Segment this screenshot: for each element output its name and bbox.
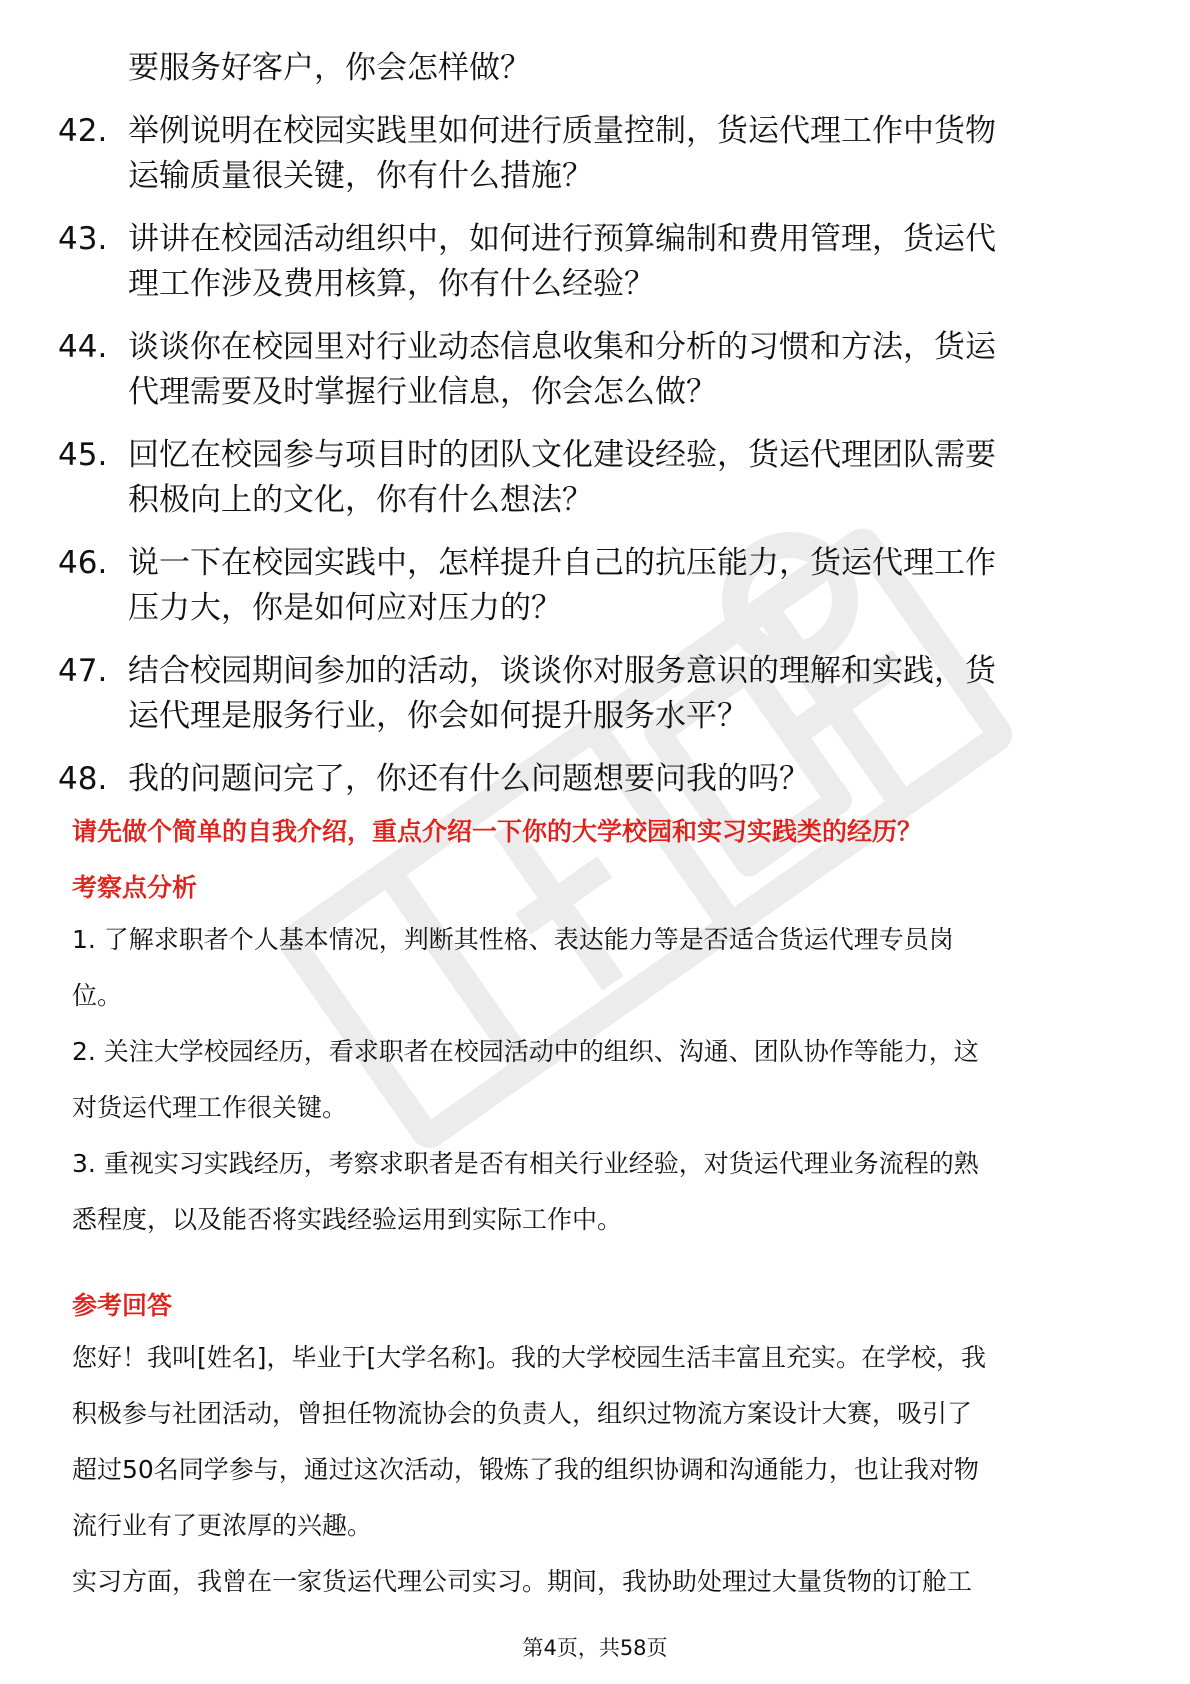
analysis-line: 位。 bbox=[72, 981, 123, 1010]
question-line: 运代理是服务行业，你会如何提升服务水平？ bbox=[128, 698, 748, 734]
question-item bbox=[0, 433, 1190, 523]
question-line: 说一下在校园实践中，怎样提升自己的抗压能力，货运代理工作 bbox=[128, 545, 996, 581]
question-line: 讲讲在校园活动组织中，如何进行预算编制和费用管理，货运代 bbox=[128, 221, 996, 257]
question-number: 43. bbox=[58, 221, 108, 257]
main-question-heading: 请先做个简单的自我介绍，重点介绍一下你的大学校园和实习实践类的经历？ bbox=[72, 817, 923, 846]
question-item bbox=[0, 217, 1190, 307]
question-line: 要服务好客户，你会怎样做？ bbox=[128, 50, 531, 86]
question-item bbox=[0, 757, 1190, 802]
question-line: 我的问题问完了，你还有什么问题想要问我的吗？ bbox=[128, 761, 810, 797]
question-number: 45. bbox=[58, 437, 108, 473]
question-list bbox=[0, 46, 1190, 820]
question-number: 47. bbox=[58, 653, 108, 689]
question-line: 运输质量很关键，你有什么措施？ bbox=[128, 158, 593, 194]
answer-line: 您好！我叫[姓名]，毕业于[大学名称]。我的大学校园生活丰富且充实。在学校，我 bbox=[72, 1343, 987, 1372]
answer-line: 积极参与社团活动，曾担任物流协会的负责人，组织过物流方案设计大赛，吸引了 bbox=[72, 1399, 973, 1428]
question-line: 举例说明在校园实践里如何进行质量控制，货运代理工作中货物 bbox=[128, 113, 996, 149]
analysis-line: 1. 了解求职者个人基本情况，判断其性格、表达能力等是否适合货运代理专员岗 bbox=[72, 925, 954, 954]
question-line: 理工作涉及费用核算，你有什么经验？ bbox=[128, 266, 655, 302]
answer-line: 实习方面，我曾在一家货运代理公司实习。期间，我协助处理过大量货物的订舱工 bbox=[72, 1567, 973, 1596]
question-line: 谈谈你在校园里对行业动态信息收集和分析的习惯和方法，货运 bbox=[128, 329, 996, 365]
analysis-line: 对货运代理工作很关键。 bbox=[72, 1093, 348, 1122]
question-line: 积极向上的文化，你有什么想法？ bbox=[128, 482, 593, 518]
question-item bbox=[0, 109, 1190, 199]
analysis-line: 3. 重视实习实践经历，考察求职者是否有相关行业经验，对货运代理业务流程的熟 bbox=[72, 1149, 979, 1178]
question-item bbox=[0, 541, 1190, 631]
question-line: 代理需要及时掌握行业信息，你会怎么做？ bbox=[128, 374, 717, 410]
question-line: 压力大，你是如何应对压力的？ bbox=[128, 590, 562, 626]
question-line: 回忆在校园参与项目时的团队文化建设经验，货运代理团队需要 bbox=[128, 437, 996, 473]
question-item bbox=[0, 325, 1190, 415]
question-line: 结合校园期间参加的活动，谈谈你对服务意识的理解和实践，货 bbox=[128, 653, 996, 689]
analysis-line: 悉程度，以及能否将实践经验运用到实际工作中。 bbox=[72, 1205, 623, 1234]
analysis-line: 2. 关注大学校园经历，看求职者在校园活动中的组织、沟通、团队协作等能力，这 bbox=[72, 1037, 979, 1066]
analysis-heading: 考察点分析 bbox=[72, 873, 198, 902]
answer-line: 超过50名同学参与，通过这次活动，锻炼了我的组织协调和沟通能力，也让我对物 bbox=[72, 1455, 979, 1484]
question-number: 44. bbox=[58, 329, 108, 365]
question-number: 42. bbox=[58, 113, 108, 149]
question-number: 48. bbox=[58, 761, 108, 797]
question-number: 46. bbox=[58, 545, 108, 581]
answer-heading: 参考回答 bbox=[72, 1291, 173, 1320]
question-item bbox=[0, 649, 1190, 739]
answer-line: 流行业有了更浓厚的兴趣。 bbox=[72, 1511, 373, 1540]
question-item bbox=[0, 46, 1190, 91]
analysis-body bbox=[72, 912, 1132, 1248]
answer-body bbox=[72, 1330, 1132, 1610]
page-footer: 第4页，共58页 bbox=[522, 1636, 668, 1660]
